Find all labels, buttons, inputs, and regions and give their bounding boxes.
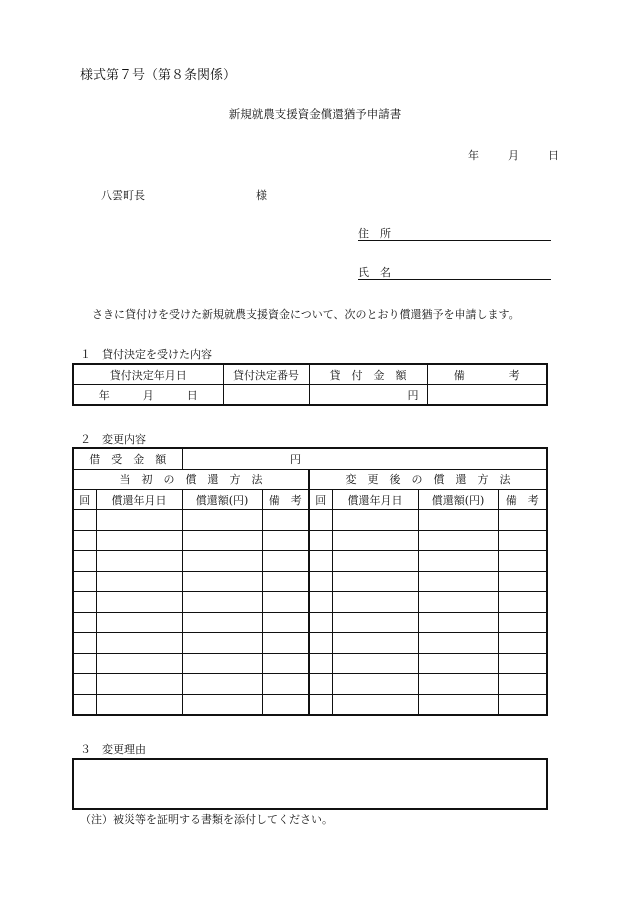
- schedule-cell[interactable]: [73, 653, 96, 674]
- header-decision-date: 貸付決定年月日: [73, 364, 223, 385]
- schedule-cell[interactable]: [418, 592, 498, 613]
- col-date-changed: 償還年月日: [332, 490, 418, 510]
- schedule-cell[interactable]: [332, 571, 418, 592]
- schedule-cell[interactable]: [309, 633, 332, 654]
- schedule-cell[interactable]: [262, 653, 309, 674]
- schedule-cell[interactable]: [73, 592, 96, 613]
- schedule-cell[interactable]: [309, 510, 332, 531]
- note: （注）被災等を証明する書類を添付してください。: [80, 813, 333, 826]
- schedule-cell[interactable]: [418, 694, 498, 715]
- column-header-row: [73, 490, 547, 510]
- decision-number-cell[interactable]: [223, 385, 309, 406]
- date-month: 月: [508, 149, 519, 162]
- address-label: 住 所: [358, 227, 391, 240]
- schedule-cell[interactable]: [182, 592, 262, 613]
- intro-text: さきに貸付けを受けた新規就農支援資金について、次のとおり償還猶予を申請します。: [92, 308, 520, 321]
- date-day: 日: [548, 149, 559, 162]
- date-line: [468, 147, 559, 163]
- schedule-cell[interactable]: [418, 551, 498, 572]
- schedule-cell[interactable]: [262, 612, 309, 633]
- schedule-cell[interactable]: [498, 571, 547, 592]
- schedule-cell[interactable]: [182, 571, 262, 592]
- header-decision-number: 貸付決定番号: [223, 364, 309, 385]
- table-row: [73, 530, 547, 551]
- schedule-cell[interactable]: [498, 633, 547, 654]
- decision-date-cell[interactable]: 年 月 日: [73, 385, 223, 406]
- section2-heading: ２ 変更内容: [80, 433, 146, 446]
- schedule-cell[interactable]: [332, 633, 418, 654]
- col-date-original: 償還年月日: [96, 490, 182, 510]
- table-row: [73, 592, 547, 613]
- schedule-cell[interactable]: [332, 530, 418, 551]
- schedule-cell[interactable]: [182, 551, 262, 572]
- schedule-cell[interactable]: [73, 510, 96, 531]
- schedule-cell[interactable]: [309, 674, 332, 695]
- schedule-cell[interactable]: [96, 592, 182, 613]
- schedule-cell[interactable]: [498, 653, 547, 674]
- schedule-cell[interactable]: [498, 510, 547, 531]
- schedule-cell[interactable]: [182, 530, 262, 551]
- addressee: 八雲町長: [101, 189, 145, 202]
- honorific: 様: [256, 189, 267, 202]
- table-row: [73, 674, 547, 695]
- schedule-cell[interactable]: [418, 571, 498, 592]
- name-label: 氏 名: [358, 266, 391, 279]
- address-field[interactable]: [358, 225, 551, 241]
- table-row: [73, 385, 547, 406]
- table-row: [73, 510, 547, 531]
- section3-heading: ３ 変更理由: [80, 743, 146, 756]
- schedule-cell[interactable]: [262, 674, 309, 695]
- schedule-cell[interactable]: [96, 674, 182, 695]
- schedule-cell[interactable]: [498, 674, 547, 695]
- changed-method-header: 変 更 後 の 償 還 方 法: [309, 469, 547, 490]
- schedule-cell[interactable]: [332, 612, 418, 633]
- schedule-cell[interactable]: [332, 674, 418, 695]
- schedule-cell[interactable]: [96, 694, 182, 715]
- schedule-cell[interactable]: [73, 571, 96, 592]
- schedule-cell[interactable]: [96, 551, 182, 572]
- schedule-cell[interactable]: [182, 510, 262, 531]
- schedule-cell[interactable]: [182, 694, 262, 715]
- table-row: [73, 694, 547, 715]
- name-field[interactable]: [358, 264, 551, 280]
- schedule-cell[interactable]: [498, 592, 547, 613]
- schedule-cell[interactable]: [96, 653, 182, 674]
- schedule-cell[interactable]: [182, 674, 262, 695]
- schedule-cell[interactable]: [309, 694, 332, 715]
- schedule-cell[interactable]: [332, 694, 418, 715]
- schedule-cell[interactable]: [182, 612, 262, 633]
- schedule-cell[interactable]: [418, 612, 498, 633]
- schedule-cell[interactable]: [498, 530, 547, 551]
- change-table: [72, 447, 548, 716]
- table-row: [73, 551, 547, 572]
- schedule-cell[interactable]: [309, 653, 332, 674]
- table-row: [73, 571, 547, 592]
- remarks-cell[interactable]: [427, 385, 547, 406]
- schedule-cell[interactable]: [73, 674, 96, 695]
- loan-amount-blank: [309, 448, 547, 469]
- schedule-cell[interactable]: [182, 653, 262, 674]
- schedule-cell[interactable]: [73, 551, 96, 572]
- schedule-cell[interactable]: [309, 571, 332, 592]
- schedule-cell[interactable]: [96, 510, 182, 531]
- schedule-cell[interactable]: [73, 530, 96, 551]
- schedule-cell[interactable]: [418, 674, 498, 695]
- schedule-cell[interactable]: [309, 592, 332, 613]
- loan-amount-cell[interactable]: 円: [309, 385, 427, 406]
- col-count-changed: 回: [309, 490, 332, 510]
- schedule-cell[interactable]: [262, 510, 309, 531]
- section1-heading: １ 貸付決定を受けた内容: [80, 348, 212, 361]
- original-method-header: 当 初 の 償 還 方 法: [73, 469, 309, 490]
- schedule-cell[interactable]: [96, 530, 182, 551]
- schedule-cell[interactable]: [73, 694, 96, 715]
- table-row: [73, 633, 547, 654]
- method-header-row: [73, 469, 547, 490]
- change-reason-box[interactable]: [72, 758, 548, 810]
- schedule-cell[interactable]: [498, 694, 547, 715]
- schedule-cell[interactable]: [418, 530, 498, 551]
- table-header-row: [73, 364, 547, 385]
- loan-decision-table: [72, 363, 548, 406]
- loan-amount-value[interactable]: 円: [182, 448, 309, 469]
- schedule-cell[interactable]: [182, 633, 262, 654]
- header-remarks: 備 考: [427, 364, 547, 385]
- schedule-cell[interactable]: [262, 592, 309, 613]
- schedule-cell[interactable]: [73, 612, 96, 633]
- table-row: [73, 653, 547, 674]
- col-amount-changed: 償還額(円): [418, 490, 498, 510]
- schedule-cell[interactable]: [96, 633, 182, 654]
- col-amount-original: 償還額(円): [182, 490, 262, 510]
- schedule-cell[interactable]: [262, 571, 309, 592]
- document-title: 新規就農支援資金償還猶予申請書: [228, 107, 402, 121]
- schedule-cell[interactable]: [418, 633, 498, 654]
- schedule-cell[interactable]: [96, 571, 182, 592]
- schedule-cell[interactable]: [309, 551, 332, 572]
- schedule-cell[interactable]: [262, 633, 309, 654]
- schedule-cell[interactable]: [262, 551, 309, 572]
- schedule-cell[interactable]: [262, 530, 309, 551]
- schedule-cell[interactable]: [309, 530, 332, 551]
- loan-amount-label: 借 受 金 額: [73, 448, 182, 469]
- schedule-cell[interactable]: [418, 510, 498, 531]
- schedule-cell[interactable]: [309, 612, 332, 633]
- loan-amount-row: [73, 448, 547, 469]
- schedule-cell[interactable]: [96, 612, 182, 633]
- schedule-cell[interactable]: [73, 633, 96, 654]
- schedule-cell[interactable]: [498, 612, 547, 633]
- form-number: 様式第７号（第８条関係）: [80, 68, 237, 83]
- schedule-cell[interactable]: [332, 592, 418, 613]
- header-loan-amount: 貸 付 金 額: [309, 364, 427, 385]
- col-count-original: 回: [73, 490, 96, 510]
- schedule-cell[interactable]: [332, 653, 418, 674]
- date-year: 年: [468, 149, 479, 162]
- schedule-cell[interactable]: [262, 694, 309, 715]
- schedule-cell[interactable]: [498, 551, 547, 572]
- schedule-cell[interactable]: [332, 551, 418, 572]
- col-remarks-changed: 備 考: [498, 490, 547, 510]
- schedule-cell[interactable]: [418, 653, 498, 674]
- schedule-cell[interactable]: [332, 510, 418, 531]
- col-remarks-original: 備 考: [262, 490, 309, 510]
- table-row: [73, 612, 547, 633]
